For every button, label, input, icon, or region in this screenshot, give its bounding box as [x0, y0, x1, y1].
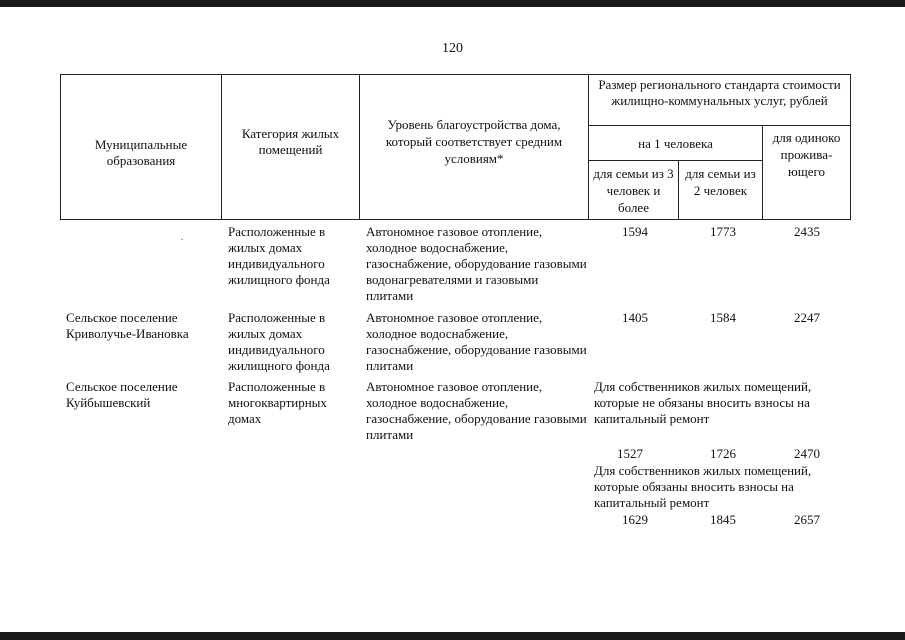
- row3-b-family-2: 1845: [710, 512, 736, 527]
- header-single: для одиноко прожива-ющего: [762, 125, 851, 220]
- row3-category: Расположенные в многоквартирных домах: [228, 379, 327, 426]
- row3-a-single: 2470: [794, 446, 820, 461]
- header-standard-size: Размер регионального стандарта стоимости жилищно-коммунальных услуг, рублей: [588, 74, 851, 126]
- row3-note-repair: Для собственников жилых помещений, которые обязаны вносить взносы на капитальный ремонт: [594, 463, 812, 510]
- row2-value-family-3: 1405: [622, 310, 648, 325]
- header-family-3: для семьи из 3 человек и более: [588, 160, 679, 220]
- row2-value-family-2: 1584: [710, 310, 736, 325]
- header-municipality: Муниципальные образования: [60, 74, 222, 220]
- row3-a-family-3: 1527: [617, 446, 643, 461]
- row1-value-family-2: 1773: [710, 224, 736, 239]
- scan-bottom-edge: [0, 632, 905, 640]
- row3-level: Автономное газовое отопление, холодное водоснабжение, газоснабжение, оборудование газовыми плитами: [366, 379, 587, 442]
- header-level: Уровень благоустройства дома, который соответствует средним условиям*: [359, 74, 589, 220]
- row2-value-single: 2247: [794, 310, 820, 325]
- row1-level: Автономное газовое отопление, холодное водоснабжение, газоснабжение, оборудование газовыми водонагревателями и газовыми плитами: [366, 224, 587, 303]
- row3-note-no-repair: Для собственников жилых помещений, которые не обязаны вносить взносы на капитальный ремонт: [594, 379, 812, 426]
- header-category: Категория жилых помещений: [221, 74, 360, 220]
- row3-b-single: 2657: [794, 512, 820, 527]
- row3-municipality: Сельское поселение Куйбышевский: [66, 379, 178, 410]
- row1-category: Расположенные в жилых домах индивидуального жилищного фонда: [228, 224, 330, 287]
- header-per-person: на 1 человека: [588, 125, 763, 161]
- scan-speck: .: [181, 232, 184, 242]
- row1-value-family-3: 1594: [622, 224, 648, 239]
- header-family-2: для семьи из 2 человек: [678, 160, 763, 220]
- row1-value-single: 2435: [794, 224, 820, 239]
- page-number: 120: [442, 41, 463, 56]
- scan-top-edge: [0, 0, 905, 7]
- row2-level: Автономное газовое отопление, холодное водоснабжение, газоснабжение, оборудование газовыми плитами: [366, 310, 587, 373]
- row2-municipality: Сельское поселение Криволучье-Ивановка: [66, 310, 189, 341]
- row3-b-family-3: 1629: [622, 512, 648, 527]
- row2-category: Расположенные в жилых домах индивидуального жилищного фонда: [228, 310, 330, 373]
- row3-a-family-2: 1726: [710, 446, 736, 461]
